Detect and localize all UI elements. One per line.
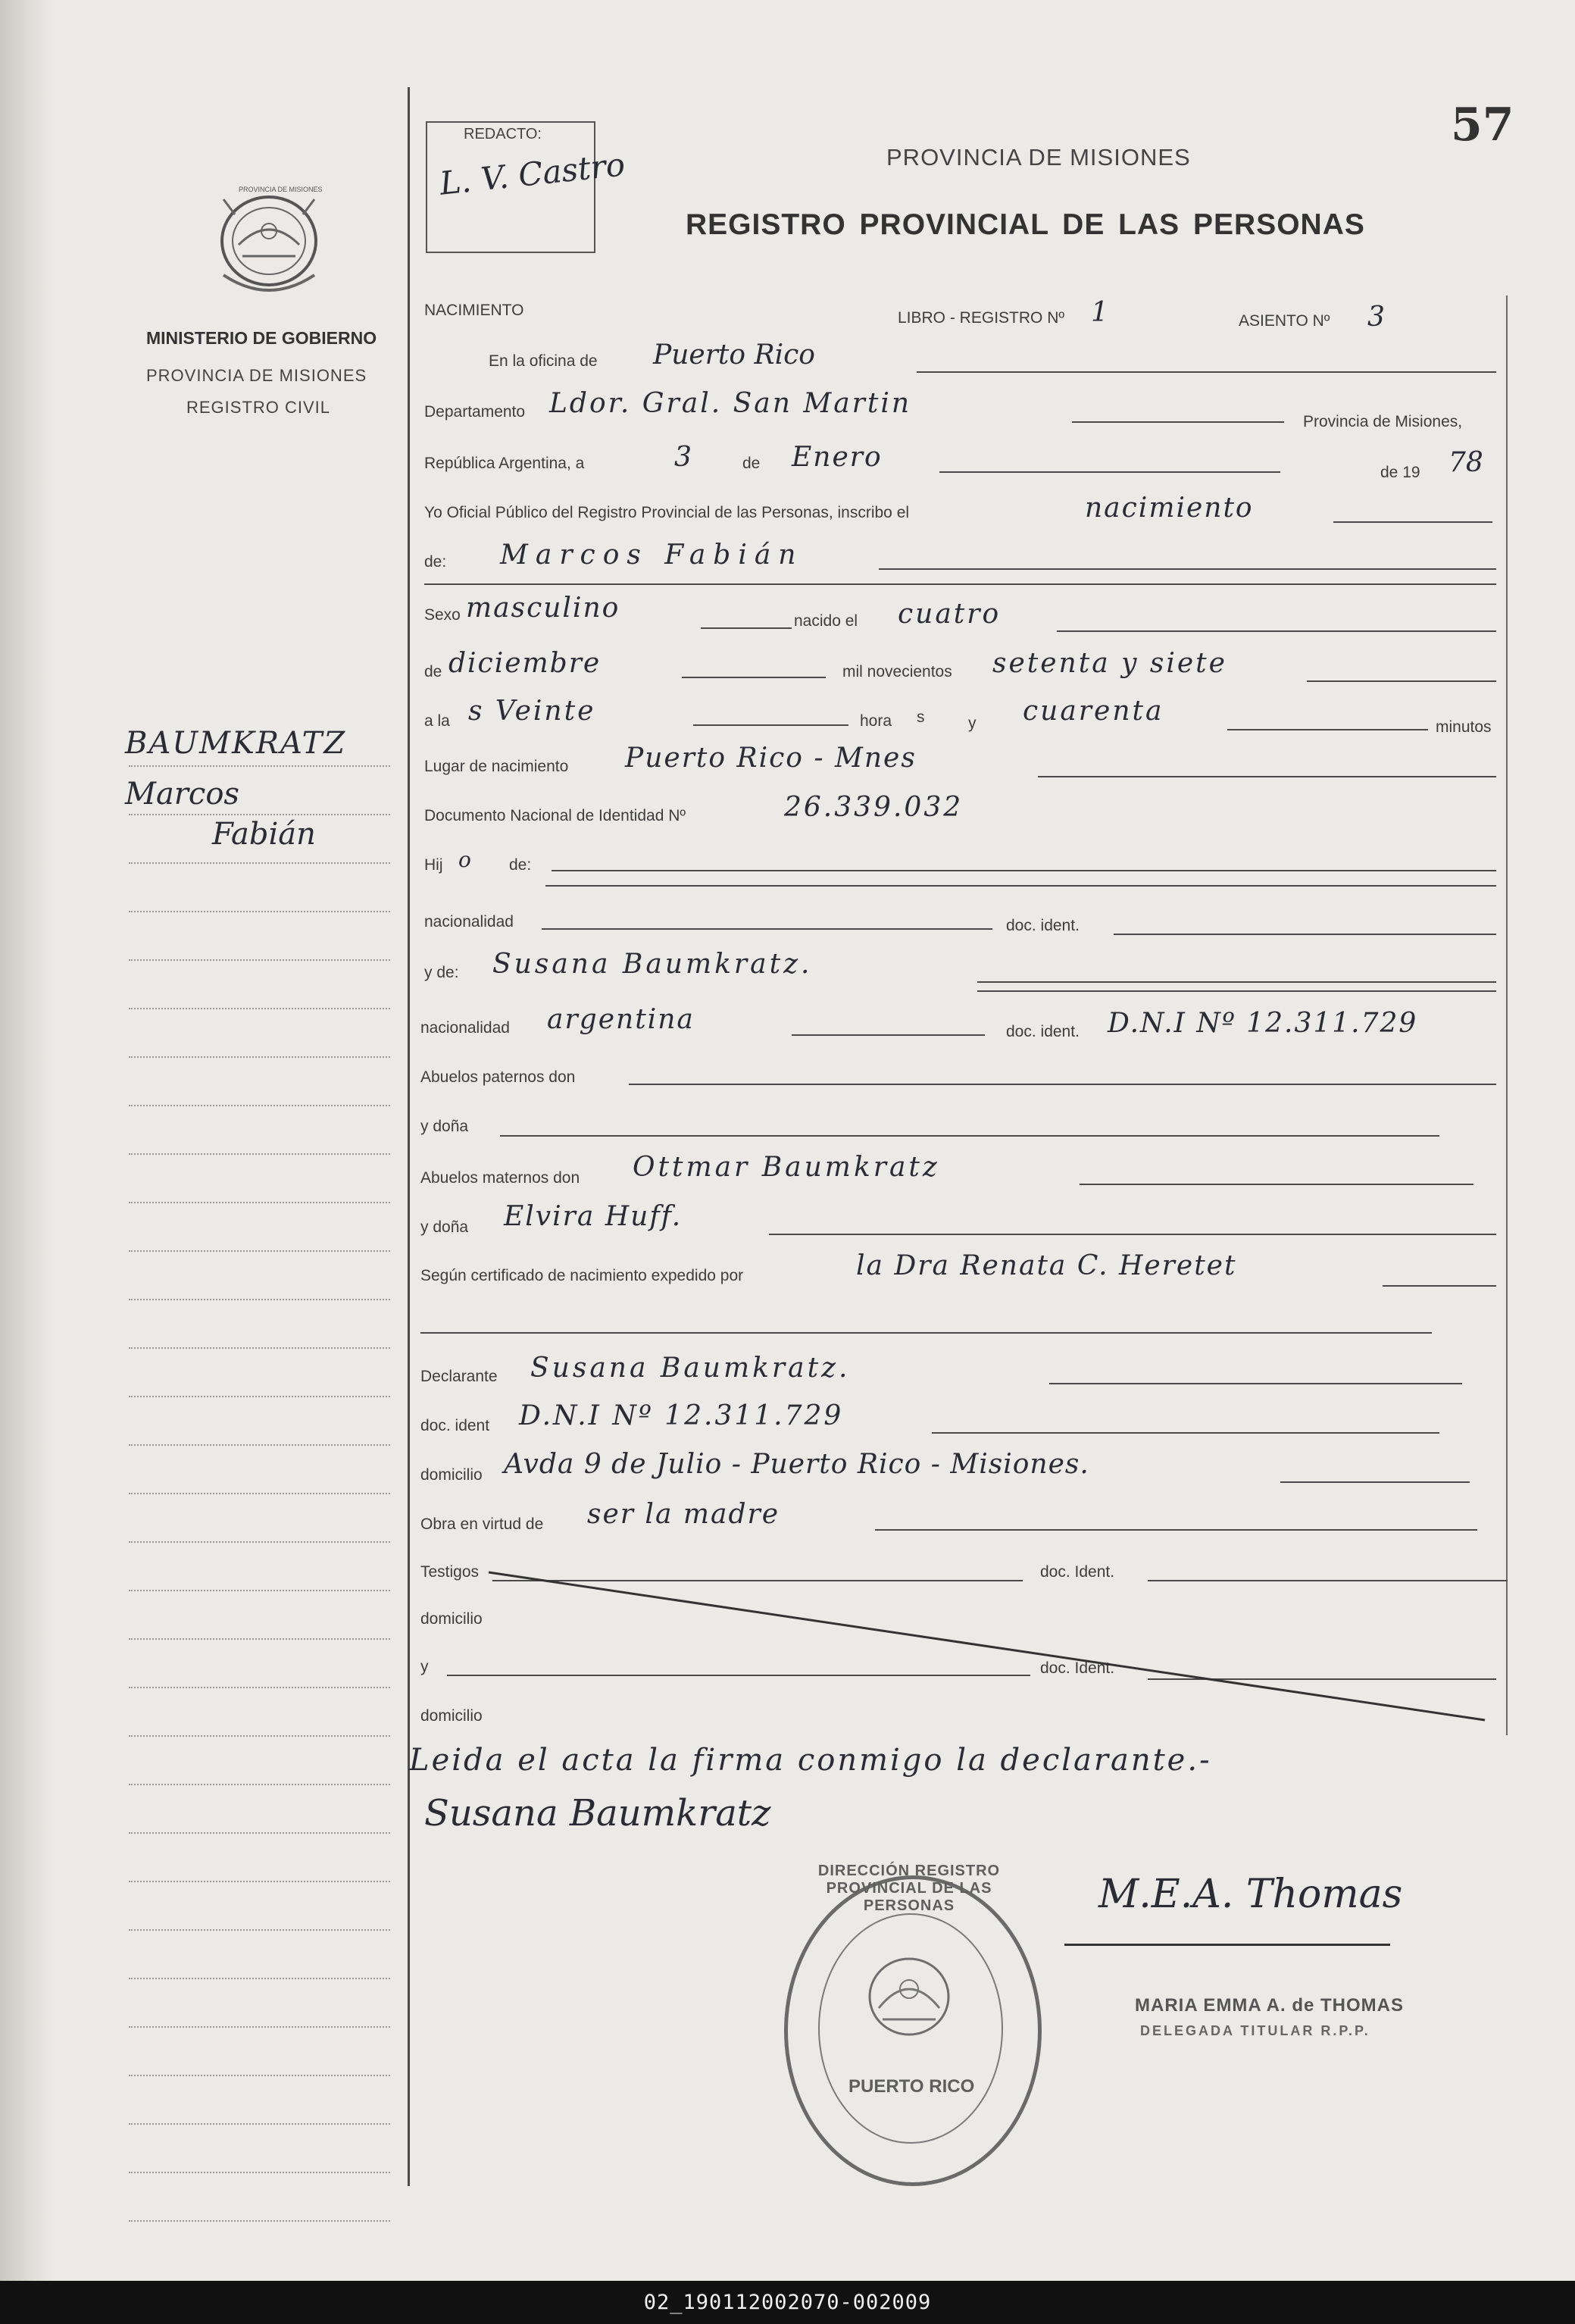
margin-rule-line xyxy=(129,1250,390,1252)
stamp-outer-text: DIRECCIÓN REGISTRO PROVINCIAL DE LAS PERSONAS xyxy=(817,1863,1001,1914)
official-signature: M.E.A. Thomas xyxy=(1098,1872,1403,1917)
margin-rule-line xyxy=(129,1493,390,1494)
asiento-value: 3 xyxy=(1367,302,1385,333)
doc-testigo-1-label: doc. Ident. xyxy=(1040,1563,1115,1581)
nacionalidad-2-line xyxy=(792,1034,985,1036)
a-las-line xyxy=(693,724,848,726)
sexo-line xyxy=(701,627,792,629)
nombre-line-2 xyxy=(424,583,1496,585)
margin-rule-line xyxy=(129,1638,390,1640)
minutos-label: minutos xyxy=(1436,718,1492,736)
declarante-line xyxy=(1049,1383,1462,1384)
abuelos-maternos-dona-value: Elvira Huff. xyxy=(504,1201,683,1232)
lugar-value: Puerto Rico - Mnes xyxy=(625,743,917,774)
mes-value: Enero xyxy=(792,442,883,473)
oficina-value: Puerto Rico xyxy=(653,339,815,371)
oficina-label: En la oficina de xyxy=(489,352,598,370)
hijo-suffix: o xyxy=(458,847,471,872)
certificado-line-2 xyxy=(420,1332,1432,1334)
y-de-label: y de: xyxy=(424,964,459,981)
left-province-label: PROVINCIA DE MISIONES xyxy=(146,366,367,385)
right-border xyxy=(1506,296,1508,1735)
ministry-label: MINISTERIO DE GOBIERNO xyxy=(146,328,377,348)
madre-value: Susana Baumkratz. xyxy=(492,949,813,980)
margin-rule-line xyxy=(129,1881,390,1882)
official-role: DELEGADA TITULAR R.P.P. xyxy=(1140,2023,1370,2038)
de-label: de xyxy=(742,455,761,472)
oficina-line xyxy=(917,371,1496,373)
margin-rule-line xyxy=(129,2220,390,2222)
abuelos-paternos-line xyxy=(629,1084,1496,1085)
margin-rule-line xyxy=(129,765,390,767)
obra-value: ser la madre xyxy=(587,1499,780,1530)
margin-rule-line xyxy=(129,1105,390,1106)
departamento-label: Departamento xyxy=(424,403,526,421)
nacido-line xyxy=(1057,630,1496,632)
domicilio-testigo-2-label: domicilio xyxy=(420,1707,483,1725)
mil-value: setenta y siete xyxy=(992,648,1227,679)
doc-declarante-value: D.N.I Nº 12.311.729 xyxy=(519,1400,844,1431)
obra-label: Obra en virtud de xyxy=(420,1515,544,1533)
margin-rule-line xyxy=(129,2123,390,2125)
cancellation-stroke xyxy=(485,1569,1492,1728)
yo-label: Yo Oficial Público del Registro Provincial de las Personas, inscribo el xyxy=(424,504,910,521)
margin-rule-line xyxy=(129,862,390,864)
margin-rule-line xyxy=(129,1299,390,1300)
dni-label: Documento Nacional de Identidad Nº xyxy=(424,807,686,824)
header-province: PROVINCIA DE MISIONES xyxy=(886,144,1191,170)
libro-label: LIBRO - REGISTRO Nº xyxy=(898,309,1065,327)
y-testigo-label: y xyxy=(420,1658,429,1675)
madre-line xyxy=(977,981,1496,983)
margin-rule-line xyxy=(129,1978,390,1979)
margin-rule-line xyxy=(129,1056,390,1058)
obra-line xyxy=(875,1529,1477,1531)
doc-2-label: doc. ident. xyxy=(1006,1023,1080,1040)
hora-label: hora xyxy=(860,712,892,730)
margin-rule-line xyxy=(129,1590,390,1591)
y-dona-1-line xyxy=(500,1135,1439,1137)
a-las-value: s Veinte xyxy=(468,696,596,727)
departamento-line xyxy=(1072,421,1284,423)
domicilio-line xyxy=(1280,1481,1470,1483)
margin-rule-line xyxy=(129,1153,390,1155)
margin-rule-line xyxy=(129,1687,390,1688)
nacionalidad-1-line xyxy=(542,928,992,930)
margin-rule-line xyxy=(129,2075,390,2076)
stamp-inner-text: PUERTO RICO xyxy=(848,2076,975,2097)
domicilio-label: domicilio xyxy=(420,1466,483,1484)
margin-rule-line xyxy=(129,1396,390,1397)
doc-declarante-label: doc. ident xyxy=(420,1417,490,1434)
redacto-label: REDACTO: xyxy=(464,126,542,142)
domicilio-value: Avda 9 de Julio - Puerto Rico - Misiones. xyxy=(504,1449,1089,1480)
de-mes-label: de xyxy=(424,663,442,680)
nombre-line xyxy=(879,568,1496,570)
declarant-signature: Susana Baumkratz xyxy=(424,1792,771,1834)
dia-value: 3 xyxy=(674,442,692,473)
margin-rule-line xyxy=(129,1832,390,1834)
doc-testigo-2-label: doc. Ident. xyxy=(1040,1659,1115,1677)
abuelos-maternos-line xyxy=(1080,1184,1473,1185)
nacimiento-label: NACIMIENTO xyxy=(424,302,524,319)
image-footer-id: 02_190112002070-002009 xyxy=(0,2281,1575,2324)
republica-label: República Argentina, a xyxy=(424,455,585,472)
margin-rule-line xyxy=(129,1735,390,1737)
margin-rule-line xyxy=(129,1008,390,1009)
margin-rule-line xyxy=(129,1929,390,1931)
nacionalidad-1-label: nacionalidad xyxy=(424,913,514,931)
margin-rule-line xyxy=(129,1444,390,1446)
minutos-value: cuarenta xyxy=(1023,696,1164,727)
sexo-label: Sexo xyxy=(424,606,461,624)
anio-prefix: de 19 xyxy=(1380,464,1420,481)
y-label: y xyxy=(968,715,977,732)
certificado-label: Según certificado de nacimiento expedido por xyxy=(420,1267,744,1284)
y-dona-2-label: y doña xyxy=(420,1218,469,1236)
y-dona-1-label: y doña xyxy=(420,1118,469,1135)
anio-value: 78 xyxy=(1448,447,1483,478)
redacto-signature: L. V. Castro xyxy=(438,145,627,202)
header-title: REGISTRO PROVINCIAL DE LAS PERSONAS xyxy=(686,208,1365,241)
asiento-label: ASIENTO Nº xyxy=(1239,312,1330,330)
testigos-label: Testigos xyxy=(420,1563,480,1581)
hora-suffix: s xyxy=(917,708,925,726)
emblem-text[interactable]: PROVINCIA DE MISIONES xyxy=(239,186,323,193)
mil-label: mil novecientos xyxy=(842,663,952,680)
domicilio-testigo-1-label: domicilio xyxy=(420,1610,483,1628)
nombre-value: Marcos Fabián xyxy=(500,540,804,571)
margin-rule-line xyxy=(129,1202,390,1203)
de-nombre-label: de: xyxy=(424,553,447,571)
mes-line xyxy=(939,471,1280,473)
stamp-emblem-icon xyxy=(860,1947,958,2053)
declarante-label: Declarante xyxy=(420,1368,498,1385)
margin-rule-line xyxy=(129,1541,390,1543)
abuelos-maternos-value: Ottmar Baumkratz xyxy=(633,1152,940,1183)
official-signature-underline xyxy=(1064,1944,1390,1946)
doc-2-value: D.N.I Nº 12.311.729 xyxy=(1108,1008,1418,1039)
nacido-value: cuatro xyxy=(898,599,1002,630)
lugar-line xyxy=(1038,776,1496,777)
minutos-line xyxy=(1227,729,1428,730)
margin-rule-line xyxy=(129,959,390,961)
sexo-value: masculino xyxy=(466,593,620,624)
provincia-suffix: Provincia de Misiones, xyxy=(1303,413,1463,430)
official-name: MARIA EMMA A. de THOMAS xyxy=(1135,1995,1404,2016)
margin-rule-line xyxy=(129,2026,390,2028)
a-las-label: a la xyxy=(424,712,450,730)
doc-1-line xyxy=(1114,934,1496,935)
page-binding-shadow xyxy=(0,0,53,2281)
closing-note: Leida el acta la firma conmigo la declarante.- xyxy=(409,1743,1212,1778)
margin-second-name: Fabián xyxy=(212,817,316,852)
margin-rule-line xyxy=(129,1347,390,1349)
doc-declarante-line xyxy=(932,1432,1439,1434)
abuelos-maternos-dona-line xyxy=(769,1234,1496,1235)
lugar-label: Lugar de nacimiento xyxy=(424,758,569,775)
page-number: 57 xyxy=(1451,99,1514,152)
margin-surname: BAUMKRATZ xyxy=(125,726,347,761)
nacionalidad-2-value: argentina xyxy=(547,1004,695,1035)
province-emblem-icon xyxy=(208,184,330,305)
hijo-de-label: de: xyxy=(509,856,532,874)
madre-line-2 xyxy=(977,990,1496,992)
mil-line xyxy=(1307,680,1496,682)
margin-rule-line xyxy=(129,2172,390,2173)
nacido-mes-value: diciembre xyxy=(448,648,602,679)
certificado-line xyxy=(1383,1285,1496,1287)
nacido-label: nacido el xyxy=(794,612,858,630)
libro-value: 1 xyxy=(1091,297,1108,328)
hijo-label: Hij xyxy=(424,856,443,874)
declarante-value: Susana Baumkratz. xyxy=(530,1353,851,1384)
certificado-value: la Dra Renata C. Heretet xyxy=(856,1250,1237,1281)
hijo-line xyxy=(552,870,1496,871)
inscribo-line xyxy=(1333,521,1492,523)
departamento-value: Ldor. Gral. San Martin xyxy=(549,388,912,419)
margin-first-name: Marcos xyxy=(125,777,239,812)
abuelos-maternos-label: Abuelos maternos don xyxy=(420,1169,580,1187)
doc-1-label: doc. ident. xyxy=(1006,917,1080,934)
registry-label: REGISTRO CIVIL xyxy=(186,398,331,417)
column-divider xyxy=(408,87,410,2186)
margin-rule-line xyxy=(129,814,390,815)
dni-value: 26.339.032 xyxy=(784,792,964,823)
inscribo-value: nacimiento xyxy=(1085,493,1254,524)
abuelos-paternos-label: Abuelos paternos don xyxy=(420,1068,576,1086)
hijo-line-2 xyxy=(545,885,1496,887)
margin-rule-line xyxy=(129,1784,390,1785)
nacionalidad-2-label: nacionalidad xyxy=(420,1019,510,1037)
margin-rule-line xyxy=(129,911,390,912)
nacido-mes-line xyxy=(682,677,826,678)
